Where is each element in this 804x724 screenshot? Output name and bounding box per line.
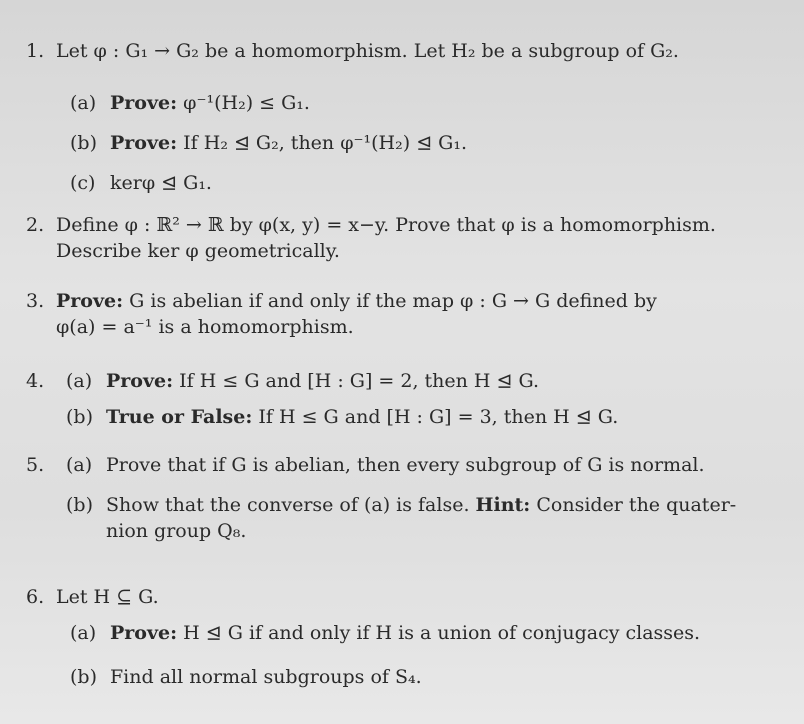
question-text: Let φ : G₁ → G₂ be a homomorphism. Let H₂ be a subgroup of G₂. (56, 40, 679, 62)
question-6-part-a: (a) Prove: H ⊴ G if and only if H is a union of conjugacy classes. (70, 622, 701, 644)
question-4-part-b: (b) True or False: If H ≤ G and [H : G] = 3, then H ⊴ G. (66, 406, 619, 428)
question-1-part-c: (c) kerφ ⊴ G₁. (70, 172, 212, 194)
question-number: 6. (26, 586, 45, 608)
question-number: 5. (26, 454, 45, 476)
question-number: 2. (26, 214, 45, 236)
question-1-part-b: (b) Prove: If H₂ ⊴ G₂, then φ⁻¹(H₂) ⊴ G₁. (70, 132, 467, 154)
question-text: Define φ : ℝ² → ℝ by φ(x, y) = x−y. Prove that φ is a homomorphism. Describe ker φ geometrically. (56, 214, 716, 262)
question-text: Prove: G is abelian if and only if the map φ : G → G defined by φ(a) = a⁻¹ is a homomorphism. (56, 290, 657, 338)
question-4-part-a: (a) Prove: If H ≤ G and [H : G] = 2, then H ⊴ G. (66, 370, 540, 392)
question-1-part-a: (a) Prove: φ⁻¹(H₂) ≤ G₁. (70, 92, 310, 114)
question-5-part-b: (b) Show that the converse of (a) is false. Hint: Consider the quater- nion group Q₈. (66, 494, 737, 542)
question-5-part-a: (a) Prove that if G is abelian, then every subgroup of G is normal. (66, 454, 705, 476)
question-6-part-b: (b) Find all normal subgroups of S₄. (70, 666, 422, 688)
question-number: 4. (26, 370, 45, 392)
question-number: 1. (26, 40, 45, 62)
question-number: 3. (26, 290, 45, 312)
question-text: Let H ⊆ G. (56, 586, 159, 608)
